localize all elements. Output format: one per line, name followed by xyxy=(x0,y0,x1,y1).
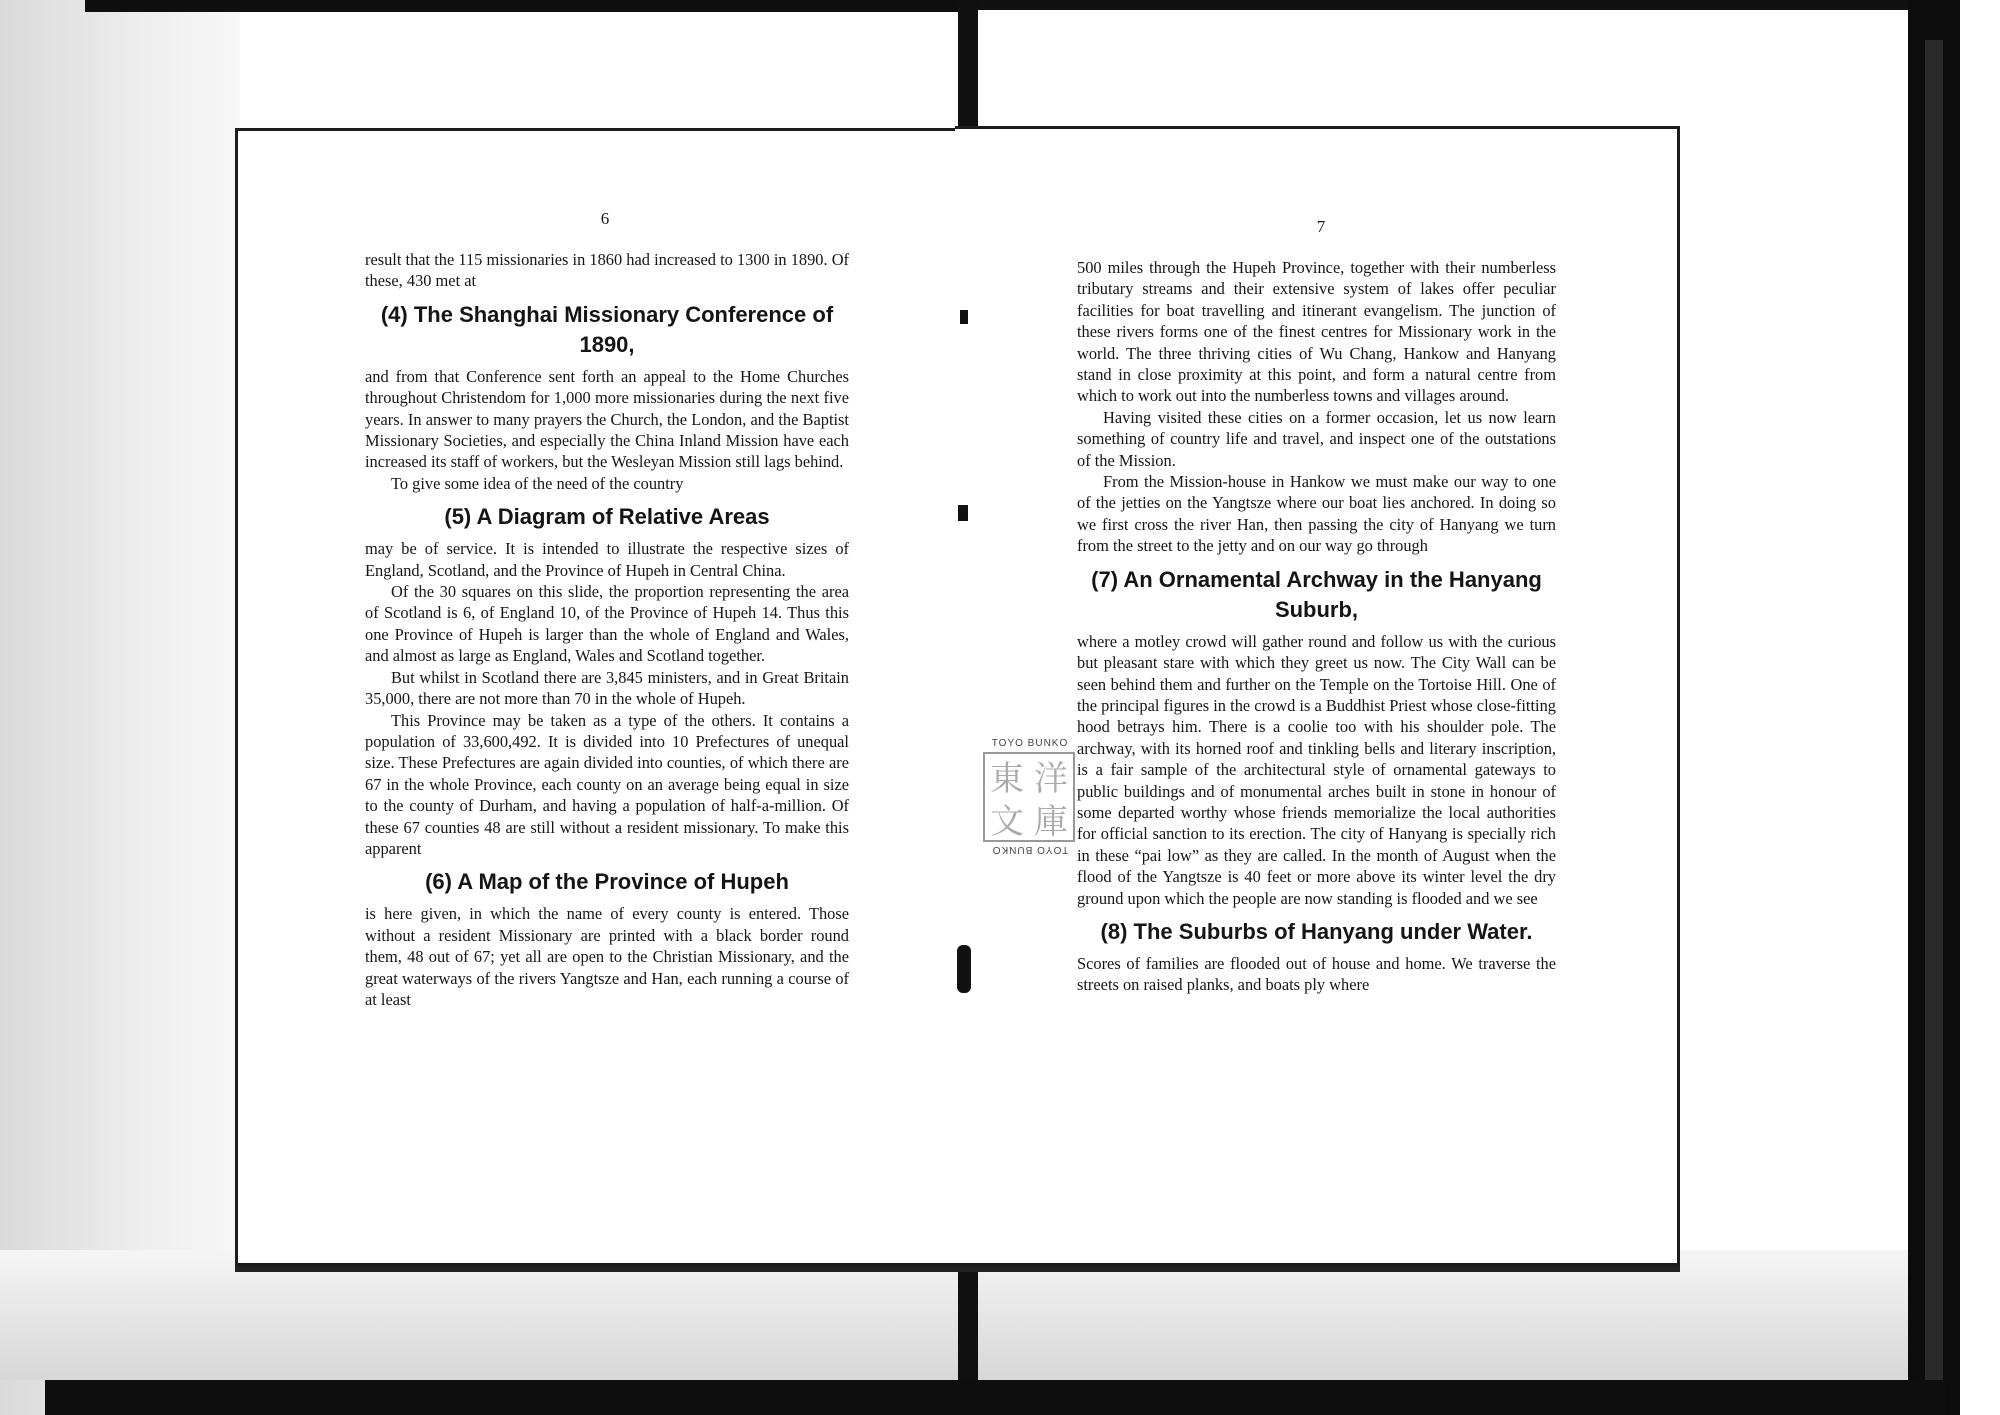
paragraph: Scores of families are flooded out of house and home. We traverse the streets on raised planks, and boats ply where xyxy=(1077,953,1556,995)
section-heading: (8) The Suburbs of Hanyang under Water. xyxy=(1100,918,1533,944)
stamp-seal xyxy=(983,752,1075,842)
stamp-label-bottom: TOYO BUNKO xyxy=(991,844,1069,855)
paragraph: may be of service. It is intended to illustrate the respective sizes of England, Scotland, and the Province of Hupeh in Central China. xyxy=(365,539,849,580)
paragraph: and from that Conference sent forth an appeal to the Home Churches throughout Christendom for 1,000 more missionaries during the next five years. In answer to many prayers the Church, the London, and the Baptist Missionary Societies, and especially the China Inland Mission have each increased its staff of workers, but the Wesleyan Mission still lags behind. xyxy=(365,366,849,472)
page-text-column xyxy=(1077,257,1556,996)
section-heading: (6) A Map of the Province of Hupeh xyxy=(425,869,789,895)
page-number: 6 xyxy=(600,209,610,228)
page-number: 7 xyxy=(1316,217,1326,236)
paragraph: From the Mission-house in Hankow we must make our way to one of the jetties on the Yangtsze where our boat lies anchored. In doing so we first cross the river Han, then passing the city of Hanyang we turn from the street to the jetty and on our way go through xyxy=(1077,472,1556,556)
seal-character: 洋 xyxy=(1034,759,1068,799)
paragraph: But whilst in Scotland there are 3,845 ministers, and in Great Britain 35,000, there are not more than 70 in the whole of Hupeh. xyxy=(365,667,849,709)
page-text-column xyxy=(365,249,849,1010)
spine-mark xyxy=(957,945,971,993)
paragraph: result that the 115 missionaries in 1860 had increased to 1300 in 1890. Of these, 430 met at xyxy=(365,250,849,291)
seal-character: 東 xyxy=(990,759,1024,799)
binder-edge-top-left xyxy=(85,0,970,12)
section-heading: (4) The Shanghai Missionary Conference of 1890, xyxy=(380,301,834,357)
binder-edge-right-inner xyxy=(1925,40,1943,1380)
paragraph: Of the 30 squares on this slide, the proportion representing the area of Scotland is 6, of England 10, of the Province of Hupeh 14. Thus this one Province of Hupeh is larger than the whole of England and Wales, and almost as large as England, Wales and Scotland together. xyxy=(365,582,849,666)
paragraph: This Province may be taken as a type of the others. It contains a population of 33,600,492. It is divided into 10 Prefectures of unequal size. These Prefectures are again divided into counties, of which there are 67 in the whole Province, each county on an average being equal in size to the county of Durham, and having a population of half-a-million. Of these 67 counties 48 are still without a resident missionary. To make this apparent xyxy=(365,710,849,858)
paragraph: 500 miles through the Hupeh Province, together with their numberless tributary streams and their extensive system of lakes offer peculiar facilities for boat travelling and itinerant evangelism. The junction of these rivers forms one of the finest centres for Missionary work in the world. The three thriving cities of Wu Chang, Hankow and Hanyang stand in close proximity at this point, and form a natural centre from which to work out into the numberless towns and villages around. xyxy=(1077,258,1556,406)
paragraph: where a motley crowd will gather round and follow us with the curious but pleasant stare with which they greet us now. The City Wall can be seen behind them and further on the Temple on the Tortoise Hill. One of the principal figures in the crowd is a Buddhist Priest whose close-fitting hood betrays him. There is a coolie too with his shoulder pole. The archway, with its horned roof and tinkling bells and literary inscription, is a fair sample of the architectural style of ornamental gateways to public buildings and of monumental arches built in stone in honour of some departed worthy whose friends memorialize the local authorities for official sanction to its erection. The city of Hanyang is specially rich in these “pai low” as they are called. In the month of August when the flood of the Yangtsze is 40 feet or more above its winter level the dry ground upon which the people are now standing is flooded and we see xyxy=(1077,631,1556,908)
book-page-left xyxy=(235,128,968,1266)
book-page-right xyxy=(955,126,1680,1266)
section-heading: (5) A Diagram of Relative Areas xyxy=(444,504,770,530)
seal-character: 庫 xyxy=(1034,802,1068,842)
scan-shadow-left xyxy=(0,0,240,1415)
paragraph: is here given, in which the name of every county is entered. Those without a resident Missionary are printed with a black border round them, 48 out of 67; yet all are open to the Christian Missionary, and the great waterways of the rivers Yangtsze and Han, each running a course of at least xyxy=(365,904,849,1009)
spine-mark xyxy=(960,310,968,324)
binder-edge-bottom xyxy=(45,1380,1945,1415)
spine-mark xyxy=(958,505,968,521)
library-stamp xyxy=(975,738,1085,858)
paragraph: To give some idea of the need of the country xyxy=(391,473,684,493)
section-heading: (7) An Ornamental Archway in the Hanyang Suburb, xyxy=(1091,566,1542,622)
paragraph: Having visited these cities on a former occasion, let us now learn something of country life and travel, and inspect one of the outstations of the Mission. xyxy=(1077,407,1556,470)
seal-character: 文 xyxy=(990,802,1024,842)
binder-edge-top-right xyxy=(970,0,1930,10)
stamp-label-top: TOYO BUNKO xyxy=(991,738,1069,749)
